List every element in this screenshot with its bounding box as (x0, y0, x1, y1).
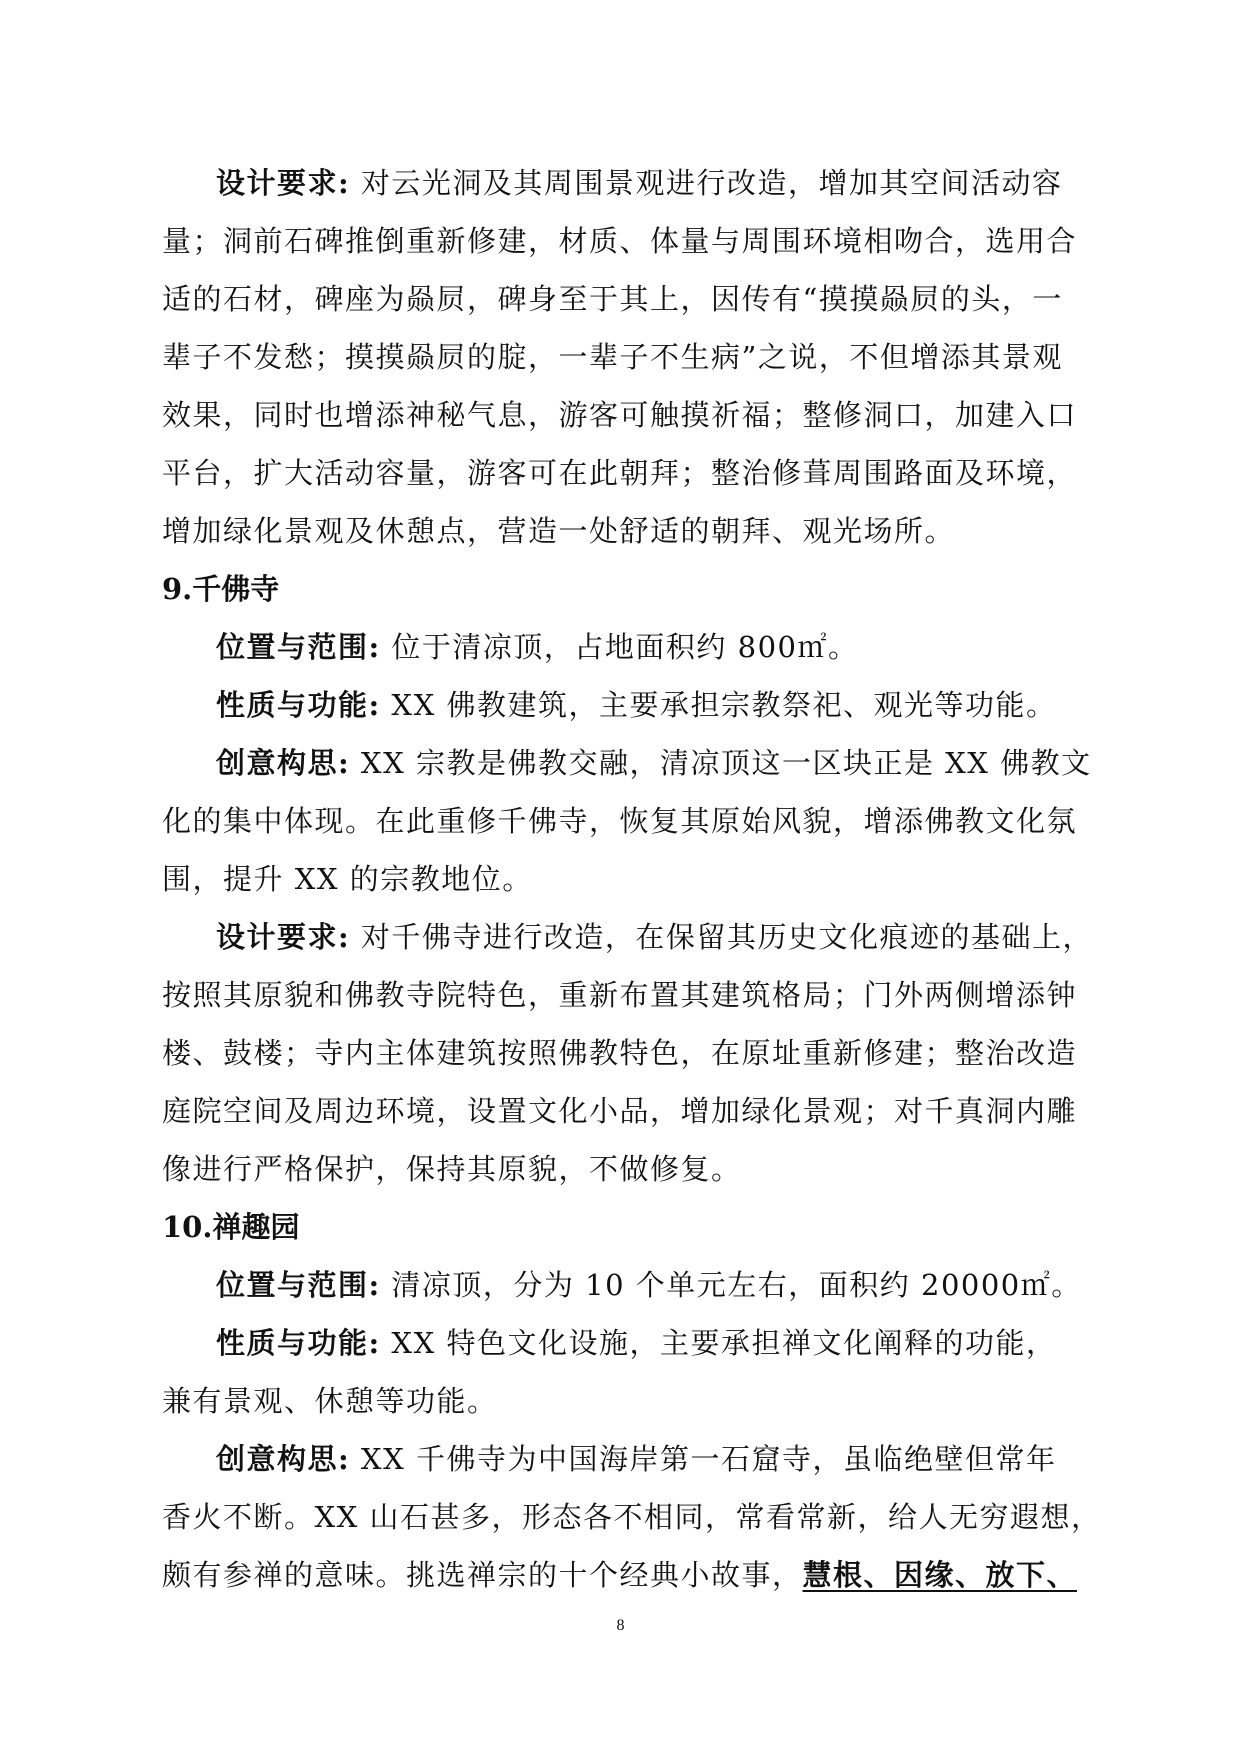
design-text-1: 对千佛寺进行改造，在保留其历史文化痕迹的基础上， (350, 920, 1093, 954)
section10-idea-line2: 香火不断。XX 山石甚多，形态各不相同，常看常新，给人无穷遐想， (162, 1500, 1102, 1534)
idea-text-1: XX 宗教是佛教交融，清凉顶这一区块正是 XX 佛教文 (350, 746, 1092, 780)
para1-line7: 增加绿化景观及休憩点，营造一处舒适的朝拜、观光场所。 (162, 514, 956, 548)
section10-location (216, 1265, 1082, 1305)
section10-nature-line2: 兼有景观、休憩等功能。 (162, 1384, 498, 1418)
page-number: 8 (616, 1617, 625, 1634)
para1-line4: 辈子不发愁；摸摸赑屃的腚，一辈子不生病”之说，不但增添其景观 (162, 340, 1063, 374)
para1-line6: 平台，扩大活动容量，游客可在此朝拜；整治修葺周围路面及环境， (162, 456, 1078, 490)
location-label: 位置与范围: (216, 1268, 381, 1302)
nature-text-1: XX 特色文化设施，主要承担禅文化阐释的功能， (380, 1326, 1057, 1360)
section9-nature (216, 685, 1056, 725)
nature-text: XX 佛教建筑，主要承担宗教祭祀、观光等功能。 (380, 688, 1057, 722)
idea-label: 创意构思: (216, 1442, 351, 1476)
section10-idea-line3 (162, 1555, 1077, 1595)
section9-location (216, 627, 859, 667)
section-9-title: 9.千佛寺 (162, 572, 280, 606)
section9-design-line5: 像进行严格保护，保持其原貌，不做修复。 (162, 1152, 742, 1186)
section9-idea-line1 (216, 743, 1092, 783)
section9-design-line3: 楼、鼓楼；寺内主体建筑按照佛教特色，在原址重新修建；整治改造 (162, 1036, 1078, 1070)
idea-label: 创意构思: (216, 746, 351, 780)
section10-nature-line1 (216, 1323, 1056, 1363)
location-text: 位于清凉顶，占地面积约 800㎡。 (380, 630, 859, 664)
location-text: 清凉顶，分为 10 个单元左右，面积约 20000㎡。 (380, 1268, 1082, 1302)
para1-line5: 效果，同时也增添神秘气息，游客可触摸祈福；整修洞口，加建入口 (162, 398, 1078, 432)
section9-design-line2: 按照其原貌和佛教寺院特色，重新布置其建筑格局；门外两侧增添钟 (162, 978, 1078, 1012)
location-label: 位置与范围: (216, 630, 381, 664)
nature-label: 性质与功能: (216, 688, 381, 722)
section9-design-line4: 庭院空间及周边环境，设置文化小品，增加绿化景观；对千真洞内雕 (162, 1094, 1078, 1128)
para1-line3: 适的石材，碑座为赑屃，碑身至于其上，因传有“摸摸赑屃的头，一 (162, 282, 1063, 316)
idea-text-3: 颇有参禅的意味。挑选禅宗的十个经典小故事， (162, 1558, 803, 1592)
section9-idea-line3: 围，提升 XX 的宗教地位。 (162, 862, 533, 896)
emphasized-story-names: 慧根、因缘、放下、 (802, 1558, 1078, 1592)
design-label: 设计要求: (216, 920, 351, 954)
para1-line1 (216, 163, 1062, 203)
nature-label: 性质与功能: (216, 1326, 381, 1360)
section9-idea-line2: 化的集中体现。在此重修千佛寺，恢复其原始风貌，增添佛教文化氛 (162, 804, 1078, 838)
design-requirements-label: 设计要求: (216, 166, 351, 200)
para1-text-1: 对云光洞及其周围景观进行改造，增加其空间活动容 (350, 166, 1063, 200)
section9-design-line1 (216, 917, 1093, 957)
para1-line2: 量；洞前石碑推倒重新修建，材质、体量与周围环境相吻合，选用合 (162, 224, 1078, 258)
idea-text-1: XX 千佛寺为中国海岸第一石窟寺，虽临绝壁但常年 (350, 1442, 1057, 1476)
section-10-title: 10.禅趣园 (162, 1210, 300, 1244)
section10-idea-line1 (216, 1439, 1056, 1479)
